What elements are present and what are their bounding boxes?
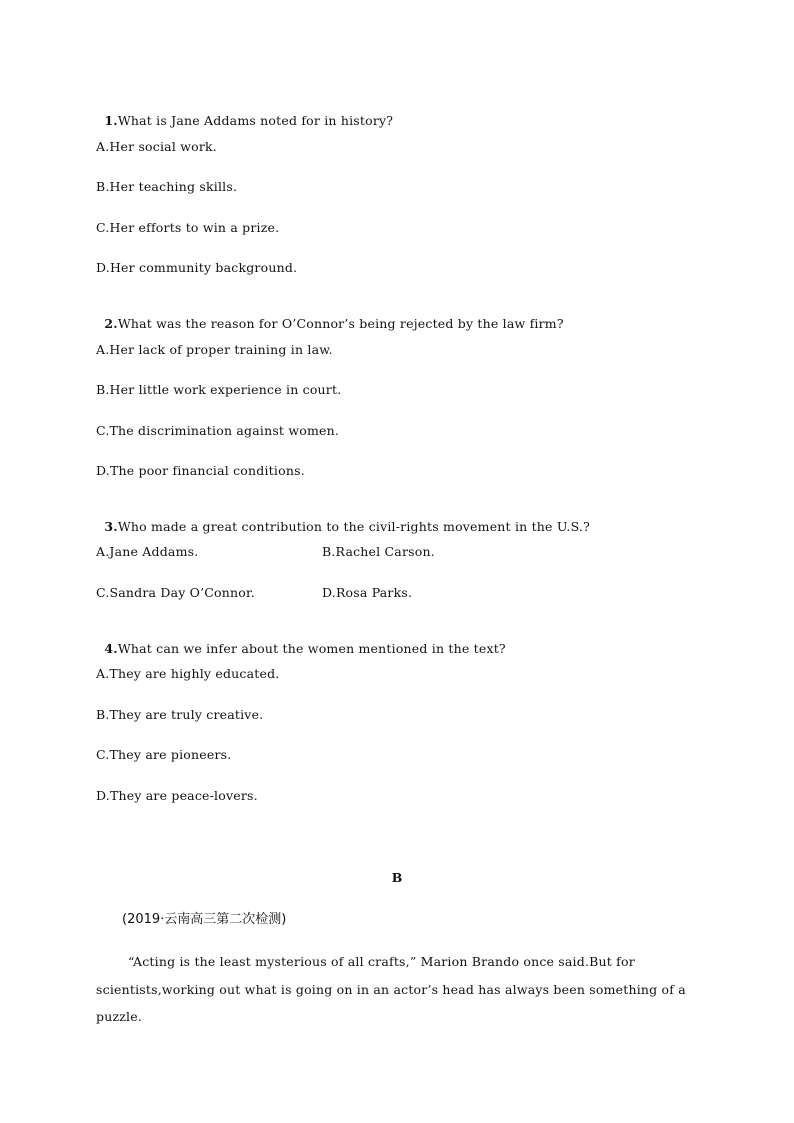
option-3c: C.Sandra Day O’Connor. [96,585,255,600]
question-text: What can we infer about the women mentioned in the text? [117,641,506,656]
option-3a: A.Jane Addams. [96,544,199,559]
question-2 [96,301,564,331]
question-text: Who made a great contribution to the civil-rights movement in the U.S.? [117,519,590,534]
option-4d: D.They are peace-lovers. [96,788,258,803]
option-1b: B.Her teaching skills. [96,179,238,194]
option-2d: D.The poor financial conditions. [96,463,305,478]
option-2b: B.Her little work experience in court. [96,382,342,397]
question-text: What was the reason for O’Connor’s being rejected by the law firm? [117,316,564,331]
source-note: (2019·云南高三第二次检测) [122,912,287,927]
option-1a: A.Her social work. [96,139,217,154]
question-number: 3. [104,519,118,534]
question-number: 2. [104,316,118,331]
question-4 [96,626,506,656]
passage-paragraph: “Acting is the least mysterious of all crafts,” Marion Brando once said.But for scientists,working out what is going on in an actor’s head has always been something of a puzzle. [96,954,686,1024]
option-1c: C.Her efforts to win a prize. [96,220,280,235]
question-1 [96,98,393,128]
option-4c: C.They are pioneers. [96,747,232,762]
option-4a: A.They are highly educated. [96,666,280,681]
option-1d: D.Her community background. [96,260,298,275]
option-3b: B.Rachel Carson. [322,544,435,559]
option-3d: D.Rosa Parks. [322,585,413,600]
option-2a: A.Her lack of proper training in law. [96,342,333,357]
question-text: What is Jane Addams noted for in history? [117,113,394,128]
question-3 [96,504,590,534]
option-4b: B.They are truly creative. [96,707,264,722]
question-number: 4. [104,641,118,656]
section-heading: B [391,870,403,885]
option-2c: C.The discrimination against women. [96,423,340,438]
question-number: 1. [104,113,118,128]
